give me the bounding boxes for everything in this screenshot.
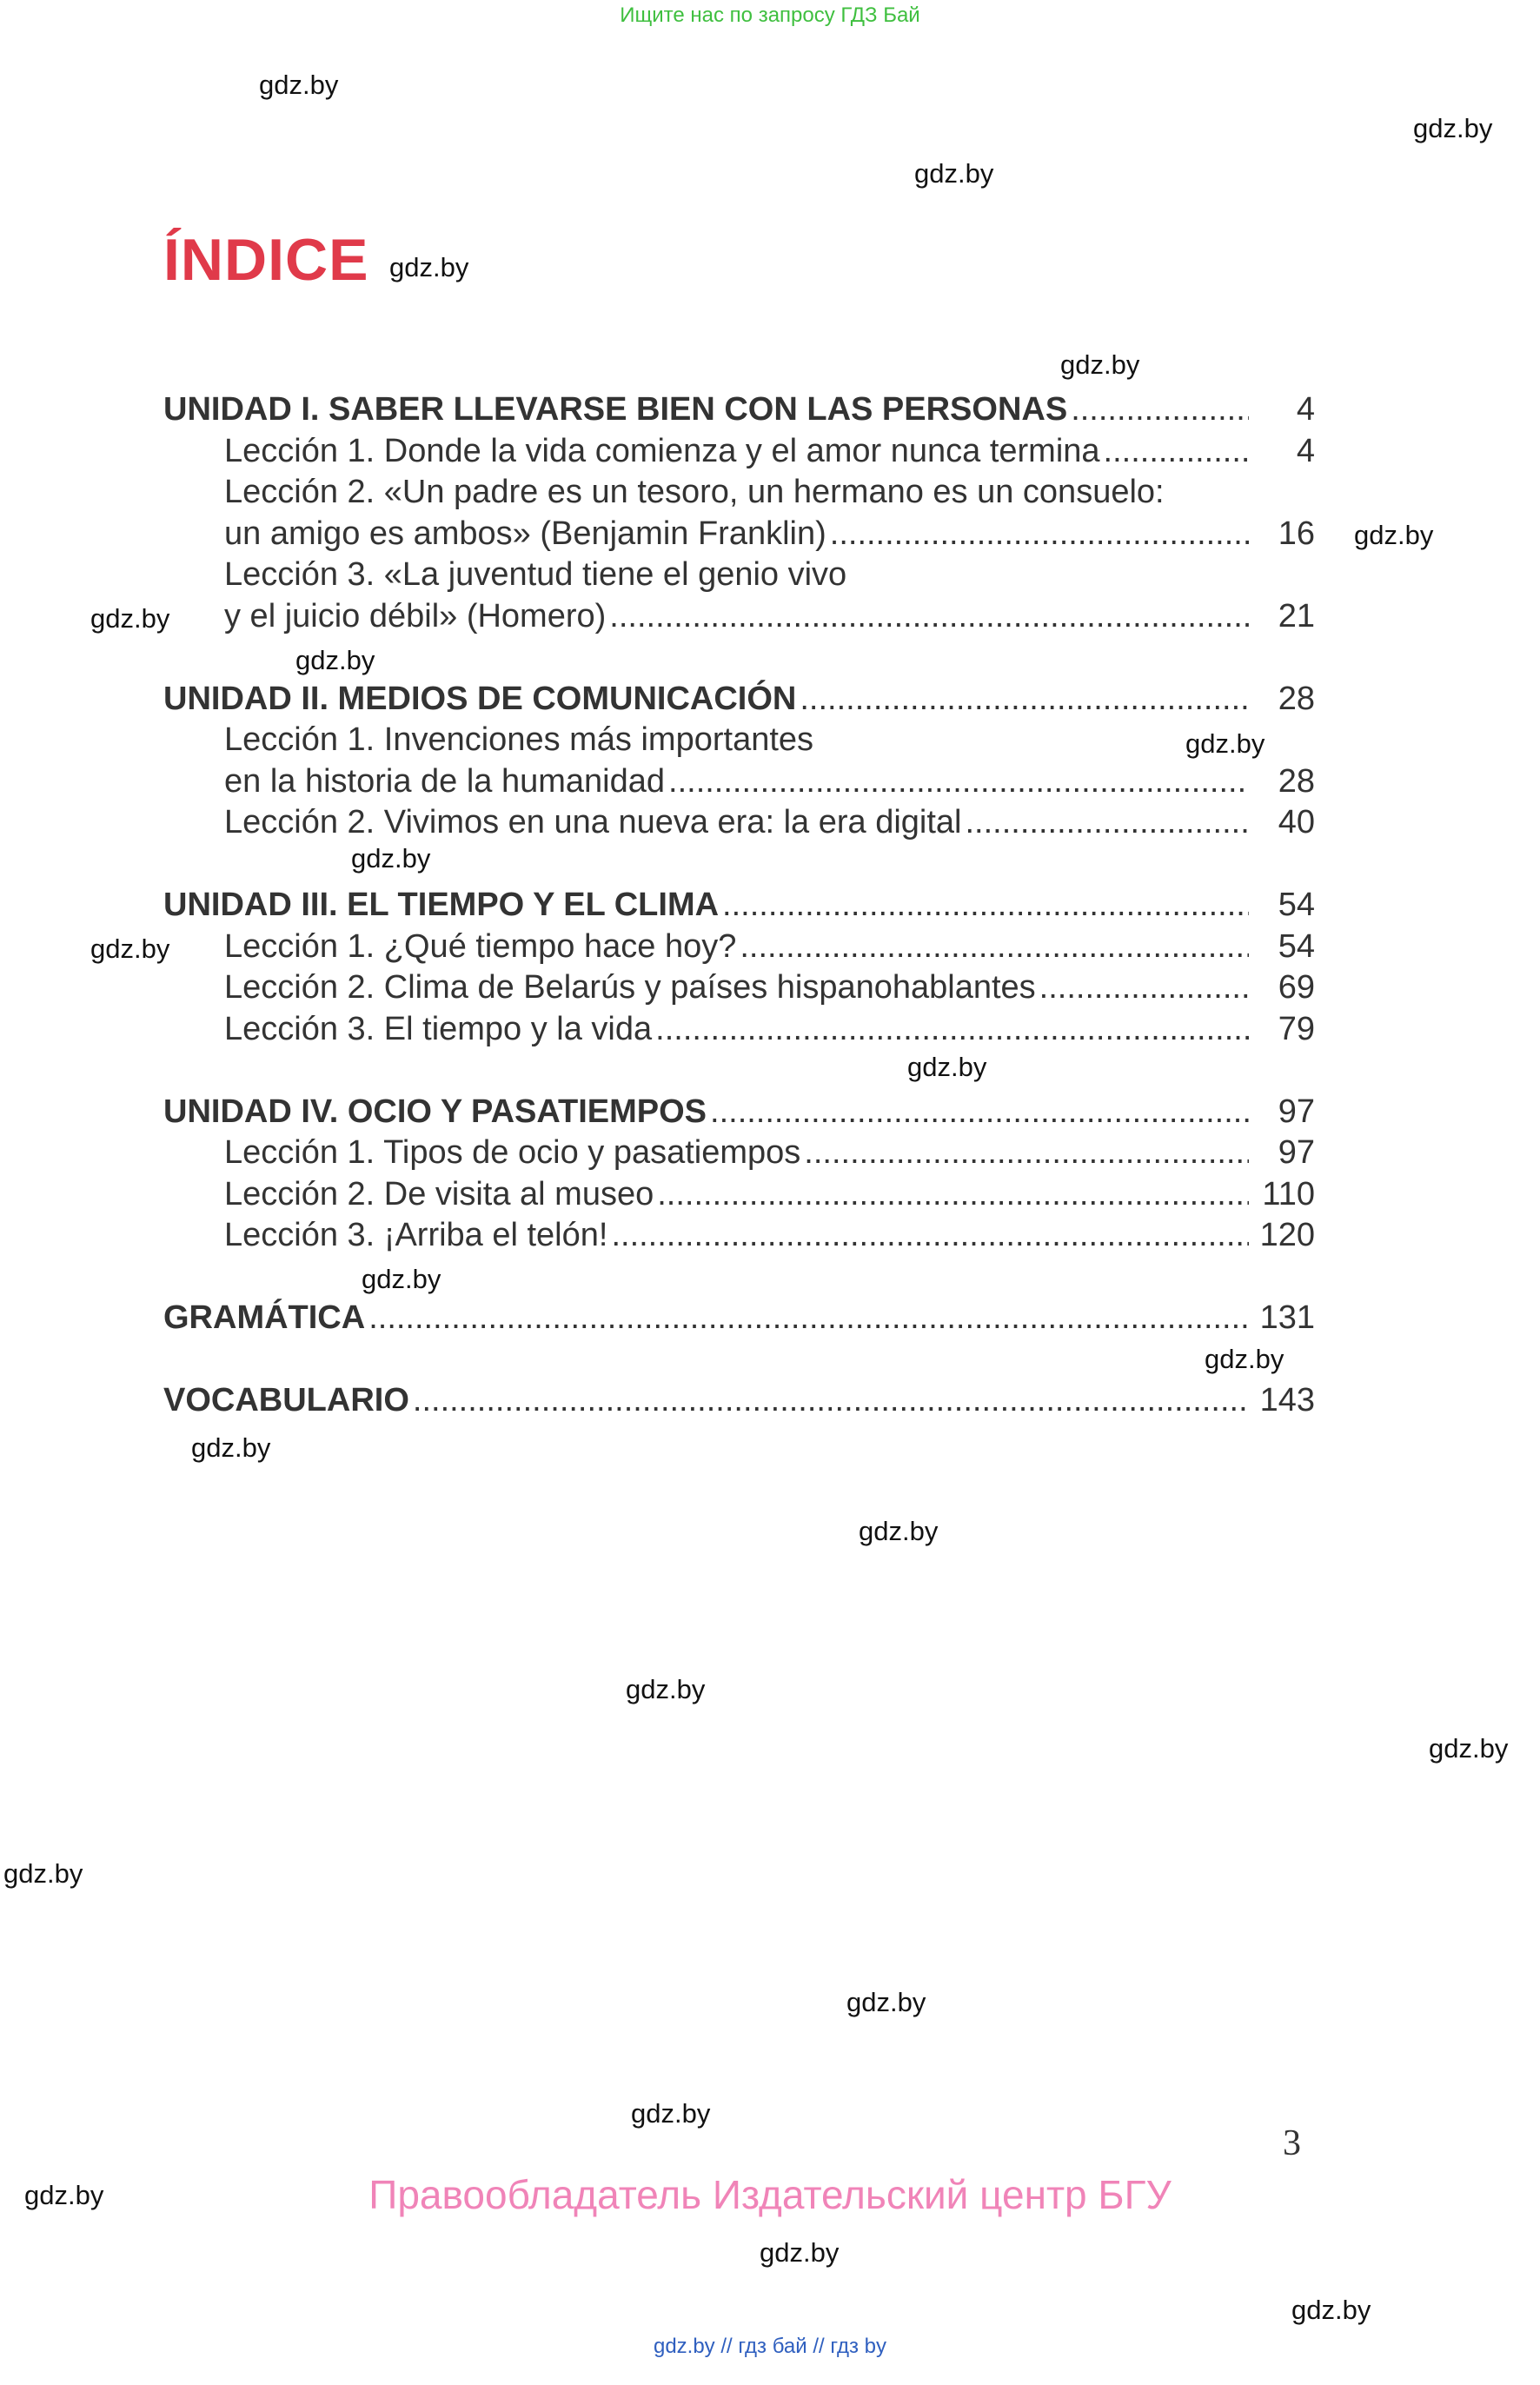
toc-page-number: 16	[1278, 515, 1315, 552]
toc-lesson	[163, 472, 1315, 514]
toc-entry-title: Lección 3. «La juventud tiene el genio vivo	[224, 556, 847, 593]
toc-entry-title: GRAMÁTICA	[163, 1299, 366, 1336]
toc-entry-title: UNIDAD IV. OCIO Y PASATIEMPOS	[163, 1093, 707, 1130]
toc-page-number: 120	[1259, 1217, 1315, 1253]
toc-lesson	[163, 1215, 1315, 1257]
watermark-text: gdz.by	[631, 2098, 711, 2129]
toc-lesson-continued	[163, 761, 1315, 803]
toc-lesson	[163, 967, 1315, 1009]
toc-lesson	[163, 1133, 1315, 1174]
toc-entry-title: UNIDAD III. EL TIEMPO Y EL CLIMA	[163, 887, 720, 923]
toc-lesson	[163, 1174, 1315, 1216]
watermark-text: gdz.by	[90, 933, 170, 964]
toc-unit-4	[163, 1092, 1315, 1133]
toc-entry-title: Lección 2. «Un padre es un tesoro, un hermano es un consuelo:	[224, 474, 1165, 510]
toc-page-number: 28	[1278, 680, 1315, 717]
dot-leader	[804, 1133, 1249, 1174]
toc-lesson-continued	[163, 514, 1315, 555]
watermark-text: gdz.by	[907, 1052, 987, 1082]
toc-page-number: 97	[1278, 1093, 1315, 1130]
toc-entry-title: un amigo es ambos» (Benjamin Franklin)	[224, 515, 826, 552]
toc-page-number: 4	[1296, 432, 1315, 469]
toc-page-number: 4	[1296, 391, 1315, 428]
toc-page-number: 110	[1262, 1175, 1315, 1212]
copyright-notice: Правообладатель Издательский центр БГУ	[368, 2172, 1172, 2217]
toc-entry-title: VOCABULARIO	[163, 1382, 409, 1418]
dot-leader	[966, 802, 1250, 844]
dot-leader	[710, 1092, 1249, 1133]
watermark-text: gdz.by	[914, 158, 994, 189]
dot-leader	[368, 1298, 1249, 1339]
toc-entry-title: UNIDAD II. MEDIOS DE COMUNICACIÓN	[163, 680, 797, 717]
toc-entry-title: en la historia de la humanidad	[224, 762, 666, 800]
watermark-text: gdz.by	[259, 70, 339, 100]
toc-page-number: 143	[1259, 1382, 1315, 1418]
page-title: ÍNDICE	[163, 227, 369, 293]
toc-page-number: 21	[1278, 597, 1315, 634]
watermark-text: gdz.by	[1413, 113, 1493, 143]
toc-page-number: 69	[1278, 969, 1315, 1006]
top-banner[interactable]: Ищите нас по запросу ГДЗ Бай	[620, 3, 920, 27]
toc-page-number: 79	[1278, 1010, 1315, 1047]
watermark-text: gdz.by	[295, 645, 375, 675]
watermark-text: gdz.by	[24, 2180, 104, 2210]
footer-links[interactable]: gdz.by // гдз бай // гдз by	[653, 2335, 887, 2358]
toc-lesson	[163, 555, 1315, 596]
watermark-text: gdz.by	[1291, 2295, 1371, 2325]
watermark-text: gdz.by	[351, 843, 431, 874]
toc-unit-3	[163, 885, 1315, 927]
watermark-text: gdz.by	[626, 1674, 706, 1704]
toc-entry-title: Lección 1. Tipos de ocio y pasatiempos	[224, 1134, 801, 1171]
toc-lesson	[163, 927, 1315, 968]
table-of-contents	[163, 389, 1315, 1422]
toc-page-number: 97	[1278, 1134, 1315, 1171]
toc-entry-title: y el juicio débil» (Homero)	[224, 597, 607, 634]
toc-entry-title: Lección 1. Donde la vida comienza y el amor nunca termina	[224, 432, 1100, 469]
watermark-text: gdz.by	[1429, 1733, 1509, 1764]
toc-entry-title: Lección 3. El tiempo y la vida	[224, 1010, 653, 1047]
dot-leader	[657, 1174, 1249, 1216]
toc-lesson	[163, 1009, 1315, 1051]
dot-leader	[413, 1380, 1249, 1422]
watermark-text: gdz.by	[191, 1432, 271, 1463]
toc-lesson	[163, 802, 1315, 844]
toc-entry-title: Lección 2. Clima de Belarús y países hispanohablantes	[224, 969, 1036, 1006]
toc-entry-title: Lección 1. ¿Qué tiempo hace hoy?	[224, 927, 737, 965]
watermark-text: gdz.by	[362, 1264, 441, 1294]
toc-unit-1	[163, 389, 1315, 431]
toc-lesson	[163, 720, 1315, 761]
dot-leader	[609, 596, 1249, 638]
dot-leader	[1071, 389, 1249, 431]
watermark-text: gdz.by	[846, 1987, 926, 2017]
watermark-text: gdz.by	[1205, 1344, 1284, 1374]
toc-page-number: 54	[1278, 887, 1315, 923]
toc-page-number: 131	[1259, 1299, 1315, 1336]
toc-page-number: 54	[1278, 927, 1315, 965]
toc-page-number: 40	[1278, 804, 1315, 840]
toc-lesson	[163, 431, 1315, 473]
dot-leader	[800, 679, 1249, 721]
toc-lesson-continued	[163, 596, 1315, 638]
watermark-text: gdz.by	[3, 1858, 83, 1889]
toc-entry-title: UNIDAD I. SABER LLEVARSE BIEN CON LAS PERSONAS	[163, 391, 1068, 428]
toc-entry-title: Lección 1. Invenciones más importantes	[224, 721, 814, 758]
toc-unit-2	[163, 679, 1315, 721]
dot-leader	[1104, 431, 1249, 473]
dot-leader	[722, 885, 1249, 927]
toc-vocabulary	[163, 1380, 1315, 1422]
toc-entry-title: Lección 2. De visita al museo	[224, 1175, 654, 1212]
toc-entry-title: Lección 3. ¡Arriba el telón!	[224, 1217, 608, 1253]
watermark-text: gdz.by	[389, 252, 469, 282]
dot-leader	[655, 1009, 1249, 1051]
dot-leader	[1039, 967, 1249, 1009]
watermark-text: gdz.by	[90, 603, 170, 634]
watermark-text: gdz.by	[760, 2237, 840, 2268]
toc-page-number: 28	[1278, 762, 1315, 800]
dot-leader	[611, 1215, 1249, 1257]
dot-leader	[830, 514, 1249, 555]
dot-leader	[740, 927, 1249, 968]
watermark-text: gdz.by	[1354, 520, 1434, 550]
watermark-text: gdz.by	[1060, 349, 1140, 380]
page-number: 3	[1283, 2123, 1301, 2163]
watermark-text: gdz.by	[859, 1516, 939, 1546]
watermark-text: gdz.by	[1185, 728, 1265, 759]
toc-grammar	[163, 1298, 1315, 1339]
toc-entry-title: Lección 2. Vivimos en una nueva era: la era digital	[224, 804, 962, 840]
dot-leader	[668, 761, 1249, 803]
